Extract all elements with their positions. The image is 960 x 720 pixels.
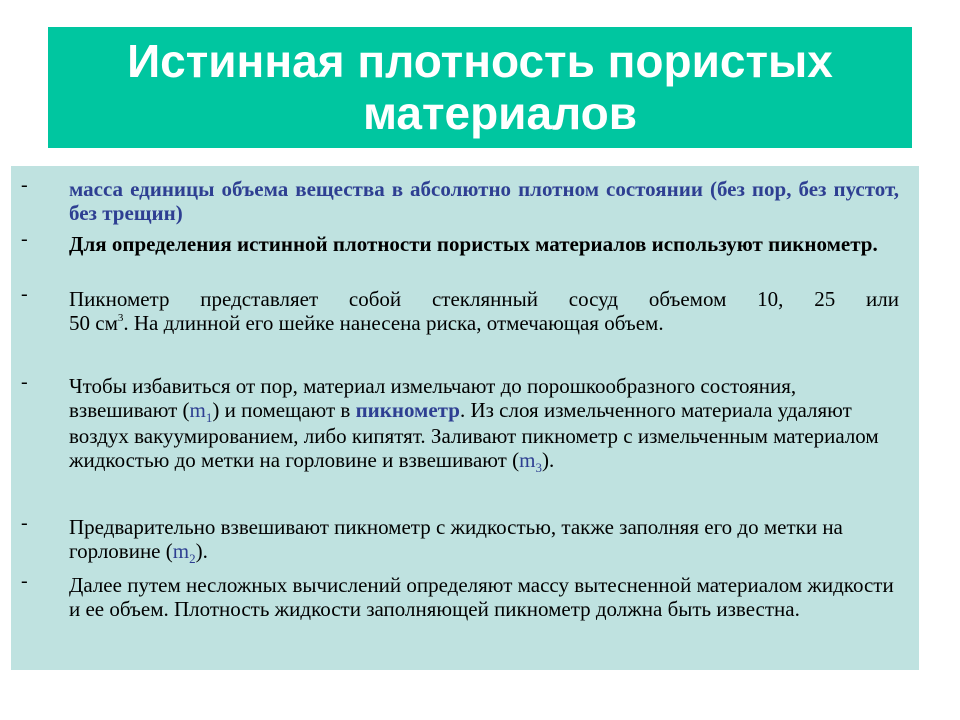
mass-m3: $m_3$: [519, 448, 542, 476]
procedure-text-1: Чтобы избавиться от пор, материал измельчают до порошкообразного состояния, взвешивают (: [69, 374, 797, 422]
mass-m2: $m_2$: [172, 539, 196, 567]
bullet-marker-4: -: [21, 371, 28, 393]
cubic-superscript: 3: [117, 312, 124, 324]
definition-bullet: масса единицы объема вещества в абсолютно плотном состоянии (без пор, без пустот, без трещин): [69, 177, 899, 225]
slide-title: [48, 35, 912, 139]
pycnometer-description-line-1: Пикнометр представляет собой стеклянный сосуд объемом 10, 25 или: [69, 287, 899, 311]
mass-m1: $m_1$: [189, 398, 213, 426]
pycnometer-term: пикнометр: [355, 398, 460, 422]
procedure-text-2: ) и помещают в: [212, 398, 356, 422]
preliminary-text-2: ).: [195, 539, 208, 563]
slide-title-line-2: материалов: [362, 87, 638, 139]
procedure-text-4: ).: [541, 448, 555, 473]
procedure-bullet: [69, 374, 899, 474]
volume-text: 50 см: [69, 311, 118, 335]
neck-mark-text: . На длинной его шейке нанесена риска, отмечающая объем.: [123, 311, 664, 335]
pycnometer-description-line-2: [69, 311, 899, 335]
calculation-bullet: Далее путем несложных вычислений определяют массу вытесненной материалом жидкости и ее объем. Плотность жидкости заполняющей пикнометр должна быть известна.: [69, 573, 894, 621]
bullet-marker-2: -: [21, 228, 28, 250]
preliminary-weighing-bullet: [69, 515, 899, 565]
content-panel: [11, 166, 919, 670]
pycnometer-bullet: Для определения истинной плотности пористых материалов используют пикнометр.: [69, 232, 878, 256]
bullet-marker-6: -: [21, 570, 28, 592]
procedure-text-3: . Из слоя измельченного материала удаляют воздух вакуумированием, либо кипятят. Заливают пикнометр с измельченным материалом жидкостью до метки на горловине и взвешивают (: [69, 398, 879, 473]
bullet-marker-5: -: [21, 512, 28, 534]
slide-title-line-1: Истинная плотность пористых: [127, 35, 833, 87]
bullet-marker-3: -: [21, 283, 28, 305]
title-banner: [48, 27, 912, 148]
bullet-marker-1: -: [21, 174, 28, 196]
preliminary-text-1: Предварительно взвешивают пикнометр с жидкостью, также заполняя его до метки на горловине (: [69, 515, 843, 563]
pycnometer-description-bullet: [69, 287, 899, 335]
